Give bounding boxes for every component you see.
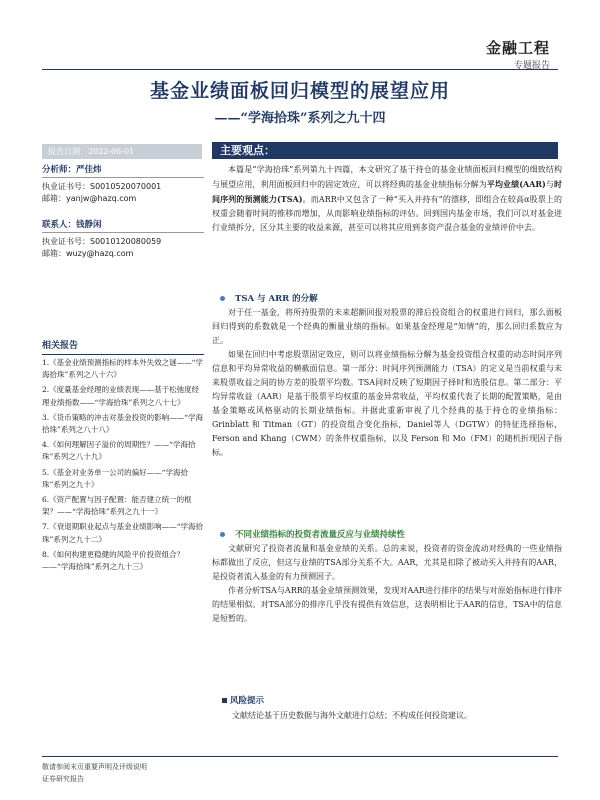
intro-paragraph [212,163,562,235]
section1-body [212,306,562,460]
key-points-header: 主要观点： [212,142,558,159]
bullet-icon [220,296,225,301]
related-report-item[interactable]: 3.《货币策略的冲击对基金投资的影响——“学海拾珠”系列之八十八》 [42,412,203,435]
section-title: TSA 与 ARR 的分解 [235,294,318,304]
email-label: 邮箱： [42,194,66,203]
analyst-panel [42,162,204,260]
email-address[interactable]: wuzy@hazq.com [66,249,134,258]
report-title: 基金业绩面板回归模型的展望应用 [149,80,450,102]
intro-text: 本篇是“学海拾珠”系列第九十四篇，本文研究了基于持仓的基金业绩面板回归模型的细致结构与展望应用，利用面板回归中的固定效应，可以将经典的基金业绩指标分解为 [212,165,562,189]
contact-block [42,217,204,260]
analyst-name: 分析师：严佳炜 [42,162,204,178]
report-type: 专题报告 [513,61,550,71]
section1-paragraph: 对于任一基金，将所持股票的未来超额回报对股票的滞后投资组合的权重进行回归，那么面板回归得到的系数就是一个经典的衡量业绩的指标。如果基金经理是“知情”的，那么回归系数应为正。 [212,308,562,345]
cert-label: 执业证书号： [42,182,90,191]
disclaimer-note: 敬请参阅末页重要声明及评级说明 [42,763,147,771]
section-heading-tsa-arr [220,292,318,304]
risk-title: 风险提示 [230,696,265,706]
risk-heading [222,694,264,706]
section2-paragraph: 文献研究了投资者流量和基金业绩的关系。总的来说，投资者的资金流动对经典的一些业绩指标都做出了反应，但这与业绩的TSA部分关系不大。AAR，尤其是扣除了被动买入并持有的AAR，是投资者流入基金的有力预测因子。 [212,544,562,581]
related-report-item[interactable]: 5.《基金对业务单一公司的偏好——“学海拾珠”系列之九十》 [42,467,188,489]
report-category: 证券研究报告 [42,775,84,783]
related-report-item[interactable]: 4.《如何理解因子溢价的周期性？——“学海拾珠”系列之八十九》 [42,440,196,462]
related-report-item[interactable]: 7.《衰退期职业起点与基金业绩影响——“学海拾珠”系列之九十二》 [42,522,203,544]
related-report-item[interactable]: 6.《资产配置与因子配置：能否建立统一的框架？——“学海拾珠”系列之九十一》 [42,495,192,517]
report-date: 报告日期：2022-06-01 [42,144,202,159]
contact-name: 联系人：钱静闲 [42,217,204,233]
intro-text-mid: 与 [545,180,554,189]
related-report-item[interactable]: 1.《基金业绩预测指标的样本外失效之谜——“学海拾珠”系列之八十六》 [42,358,203,380]
risk-text: 文献结论基于历史数据与海外文献进行总结；不构成任何投资建议。 [232,711,472,720]
related-reports-title: 相关报告 [42,338,204,355]
section1-paragraph: 如果在回归中考虑股票固定效应，则可以将业绩指标分解为基金投资组合权重的动态时间序列信息和平均异常收益的横截面信息。第一部分：时间序列预测能力（TSA）的定义是当前权重与未来股票收益之间的协方差的股票平均数。TSA同时反映了短期因子择时和选股信息。第二部分：平均异常收益（AAR）是基于股票平均权重的基金异常收益，平均权重代表了长期的配置策略，是由基金策略或风格驱动的长期业绩指标。并据此重新审视了几个经典的基于持仓的业绩指标：Grinblatt 和 Titman（GT）的投资组合变化指标，Daniel等人（DGTW）的特征选择指标，Ferson and Khang（CWM）的条件权重指标，以及 Ferson 和 Mo（FM）的随机折现因子指标。 [212,350,562,457]
cert-number: S0010120080059 [90,237,162,246]
related-report-item[interactable]: 2.《度量基金经理的业绩表现——基于松弛度经理业绩指数——“学海拾珠”系列之八十七》 [42,385,200,407]
analyst-email [42,193,204,205]
footer-divider [42,756,558,757]
section-title: 不同业绩指标的投资者流量反应与业绩持续性 [235,530,406,540]
related-reports-list [42,357,204,576]
section-heading-flow [220,528,405,540]
section2-paragraph: 作者分析TSA与ARR的基金业绩预测效果，发现对AAR进行排序的结果与对原始指标进行排序的结果相似。对TSA部分的排序几乎没有提供有效信息，这表明相比于AAR的信息，TSA中的信息是短暂的。 [212,586,562,623]
section2-body [212,542,562,626]
related-report-item[interactable]: 8.《如何构建更稳健的风险平价投资组合？——“学海拾珠”系列之九十三》 [42,549,185,572]
intro-highlight-aar: 平均业绩(AAR) [486,179,546,189]
contact-email [42,248,204,260]
report-subtitle: ——“学海拾珠”系列之九十四 [214,111,386,126]
cert-number: S0010520070001 [90,182,162,191]
brand-title: 金融工程 [485,39,550,57]
square-bullet-icon [222,698,227,703]
cert-label: 执业证书号： [42,237,90,246]
email-label: 邮箱： [42,249,66,258]
contact-cert [42,236,204,248]
analyst-block [42,162,204,205]
intro-highlight-tsa: 时间序列的预测能力(TSA) [212,179,562,204]
email-address[interactable]: yanjw@hazq.com [66,194,137,203]
analyst-cert [42,181,204,193]
intro-text-end: 。而ARR中又包含了一种“买入并持有”的漂移，即组合在较高α股票上的权重会随着时间的推移而增加，从而影响业绩指标的评估。回到国内基金市场，我们可以对基金进行业绩拆分，区分其主要的收益来源，甚至可以将其应用到多资产混合基金的业绩评价中去。 [212,195,562,232]
bullet-icon [220,532,225,537]
header-divider [42,69,558,70]
